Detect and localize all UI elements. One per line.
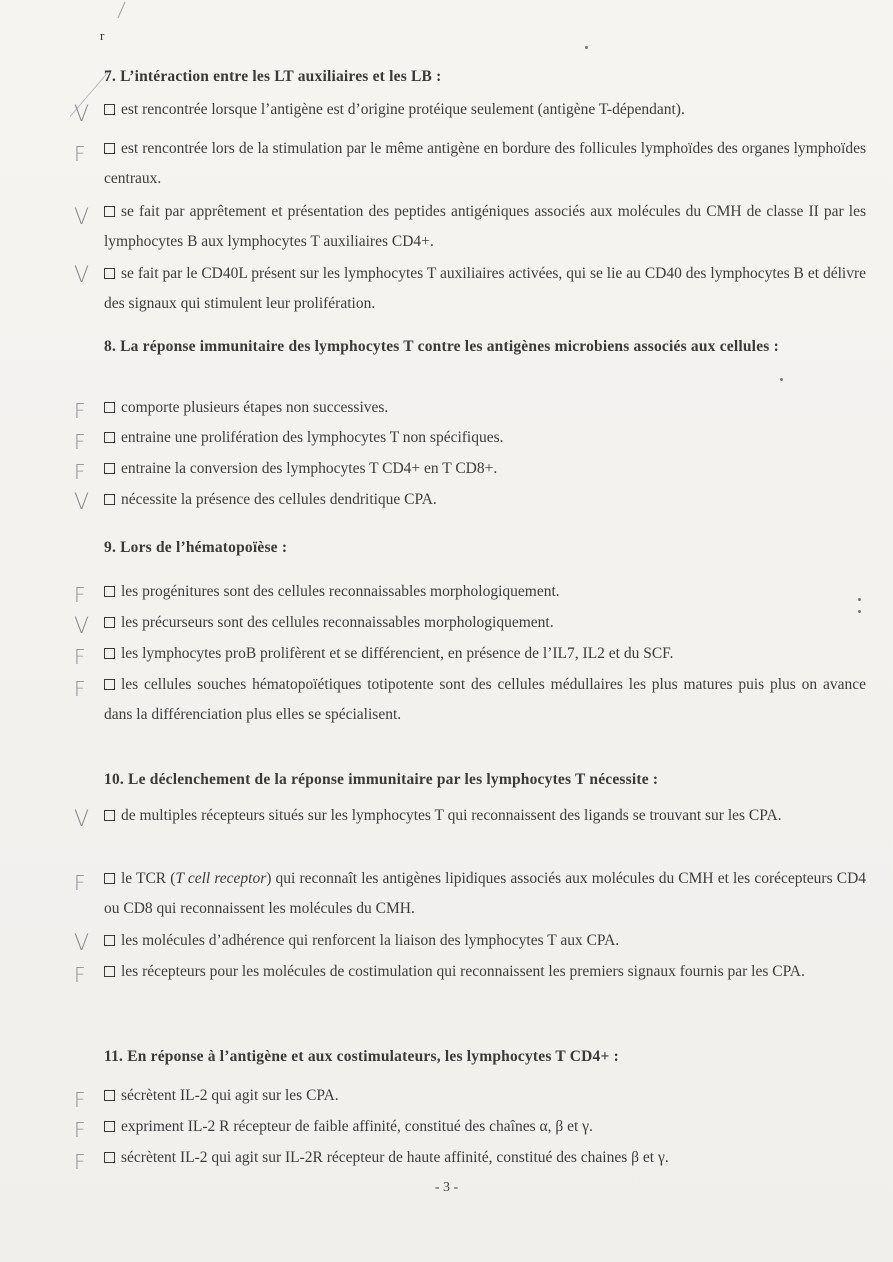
option-8a[interactable]: comporte plusieurs étapes non successives. [104,393,866,423]
checkbox-icon[interactable] [104,206,115,217]
checkbox-icon[interactable] [104,402,115,413]
option-9c[interactable]: les lymphocytes proB prolifèrent et se différencient, en présence de l’IL7, IL2 et du SCF. [104,639,866,669]
option-10d[interactable]: les récepteurs pour les molécules de costimulation qui reconnaissent les premiers signaux fournis par les CPA. [104,957,866,987]
speck-decoration [780,378,783,381]
option-7d[interactable]: se fait par le CD40L présent sur les lymphocytes T auxiliaires activées, qui se lie au CD40 des lymphocytes B et délivre des signaux qui stimulent leur prolifération. [104,265,866,312]
checkbox-icon[interactable] [104,966,115,977]
checkbox-icon[interactable] [104,143,115,154]
answer-mark: F [74,1088,86,1112]
checkbox-icon[interactable] [104,810,115,821]
top-mark: r [100,28,105,43]
answer-mark: V [74,807,90,832]
answer-mark: F [74,963,86,987]
option-9b[interactable]: les précurseurs sont des cellules reconnaissables morphologiquement. [104,608,866,638]
answer-mark: V [74,614,90,639]
option-9a[interactable]: les progénitures sont des cellules reconnaissables morphologiquement. [104,577,866,607]
option-10b[interactable]: le TCR (T cell receptor) qui reconnaît les antigènes lipidiques associés aux molécules du CMH et les corécepteurs CD4 ou CD8 qui reconnaissent les molécules du CMH. [104,870,867,917]
speck-decoration [585,46,588,49]
answer-mark: F [74,677,86,701]
question-8-title: 8. La réponse immunitaire des lymphocytes T contre les antigènes microbiens associés aux cellules : [104,338,779,355]
checkbox-icon[interactable] [104,104,115,115]
option-10c[interactable]: les molécules d’adhérence qui renforcent la liaison des lymphocytes T aux CPA. [104,926,866,956]
question-7-title: 7. L’intéraction entre les LT auxiliaires et les LB : [104,68,442,85]
answer-mark: F [74,871,86,895]
answer-mark: F [74,142,86,166]
question-11-title: 11. En réponse à l’antigène et aux costimulateurs, les lymphocytes T CD4+ : [104,1048,619,1065]
answer-mark: V [74,931,90,956]
question-9-title: 9. Lors de l’hématopoïèse : [104,539,288,556]
option-8c[interactable]: entraine la conversion des lymphocytes T CD4+ en T CD8+. [104,454,866,484]
answer-mark: F [74,583,86,607]
option-7b[interactable]: est rencontrée lors de la stimulation par le même antigène en bordure des follicules lymphoïdes des organes lymphoïdes centraux. [104,140,866,187]
checkbox-icon[interactable] [104,1121,115,1132]
checkbox-icon[interactable] [104,1152,115,1163]
answer-mark: V [74,205,90,230]
option-8b[interactable]: entraine une prolifération des lymphocytes T non spécifiques. [104,423,866,453]
checkbox-icon[interactable] [104,648,115,659]
checkbox-icon[interactable] [104,268,115,279]
checkbox-icon[interactable] [104,432,115,443]
checkbox-icon[interactable] [104,463,115,474]
speck-decoration [858,598,861,601]
answer-mark: F [74,1118,86,1142]
answer-mark: V [74,102,90,127]
answer-mark: F [74,460,86,484]
option-11a[interactable]: sécrètent IL-2 qui agit sur les CPA. [104,1081,866,1111]
option-11b[interactable]: expriment IL-2 R récepteur de faible affinité, constitué des chaînes α, β et γ. [104,1112,866,1142]
option-7a[interactable]: est rencontrée lorsque l’antigène est d’origine protéique seulement (antigène T-dépendant). [104,95,866,125]
checkbox-icon[interactable] [104,873,115,884]
checkbox-icon[interactable] [104,679,115,690]
answer-mark: V [74,263,90,288]
checkbox-icon[interactable] [104,935,115,946]
option-11c[interactable]: sécrètent IL-2 qui agit sur IL-2R récepteur de haute affinité, constitué des chaines β et γ. [104,1143,866,1173]
question-10-title: 10. Le déclenchement de la réponse immunitaire par les lymphocytes T nécessite : [104,771,659,788]
speck-decoration [858,610,861,613]
checkbox-icon[interactable] [104,586,115,597]
page-number: - 3 - [434,1180,459,1195]
option-8d[interactable]: nécessite la présence des cellules dendritique CPA. [104,485,866,515]
answer-mark: F [74,399,86,423]
checkbox-icon[interactable] [104,1090,115,1101]
option-9d[interactable]: les cellules souches hématopoïétiques totipotente sont des cellules médullaires les plus matures puis plus on avance dans la différenciation plus elles se spécialisent. [104,676,866,723]
answer-mark: F [74,430,86,454]
option-10a[interactable]: de multiples récepteurs situés sur les lymphocytes T qui reconnaissent des ligands se trouvant sur les CPA. [104,801,866,831]
answer-mark: F [74,645,86,669]
answer-mark: F [74,1150,86,1174]
checkbox-icon[interactable] [104,494,115,505]
answer-mark: V [74,490,90,515]
checkbox-icon[interactable] [104,617,115,628]
option-7c[interactable]: se fait par apprêtement et présentation des peptides antigéniques associés aux molécules du CMH de classe II par les lymphocytes B aux lymphocytes T auxiliaires CD4+. [104,203,866,250]
